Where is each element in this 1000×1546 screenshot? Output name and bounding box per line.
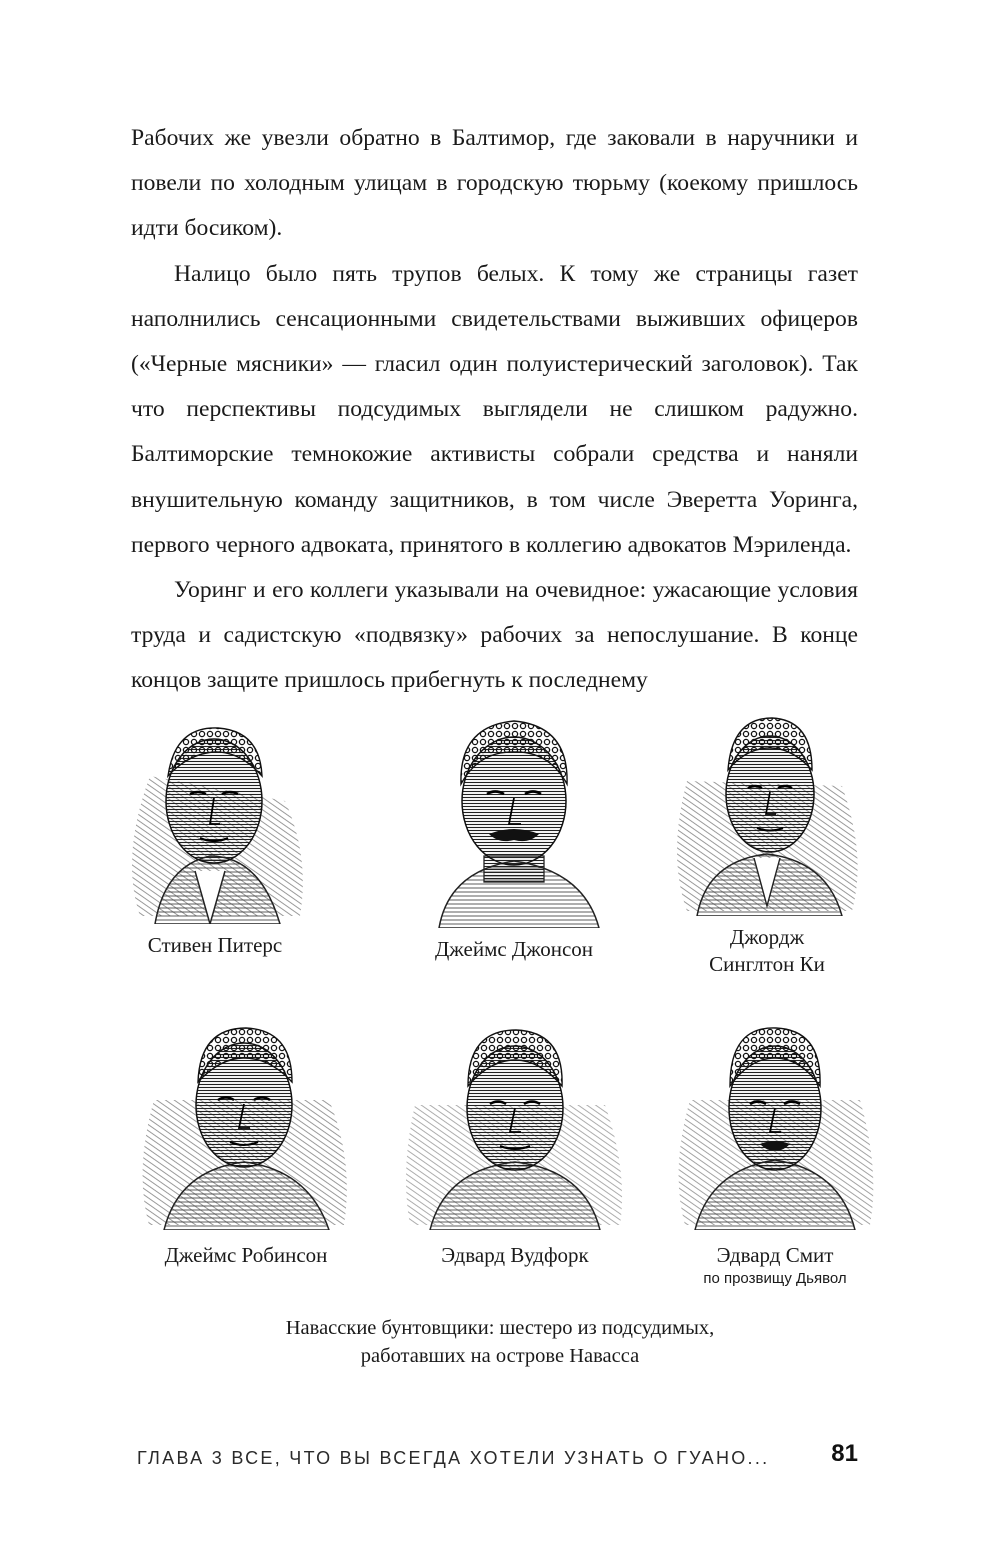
figure-caption-line-2: работавших на острове Навасса xyxy=(360,1345,640,1367)
page-number: 81 xyxy=(831,1440,858,1467)
portrait-caption: Стивен Питерс xyxy=(147,933,283,957)
engraving-portrait-image xyxy=(662,706,872,916)
portrait-caption: Джеймс Робинсон xyxy=(164,1243,328,1267)
engraving-portrait-image xyxy=(670,1020,880,1230)
portrait-james-johnson xyxy=(399,706,629,963)
portrait-edward-woodfork xyxy=(400,1020,630,1269)
engraving-portrait-image xyxy=(110,706,320,924)
page-footer xyxy=(137,1438,858,1478)
engraving-portrait-image xyxy=(400,1020,630,1230)
figure-caption-line-1: Навасские бунтовщики: шестеро из подсудимых, xyxy=(285,1317,715,1339)
portrait-james-robinson xyxy=(131,1020,361,1269)
figure-caption xyxy=(200,1314,800,1370)
engraving-portrait-image xyxy=(399,706,629,928)
portrait-caption: Джеймс Джонсон xyxy=(434,937,594,961)
portrait-stephen-peters xyxy=(100,706,330,959)
body-text xyxy=(131,116,858,704)
portrait-george-singleton-key xyxy=(652,706,882,978)
paragraph-3: Уоринг и его коллеги указывали на очевидное: ужасающие условия труда и садистскую «подвязку» рабочих за непослушание. В конце концов защите пришлось прибегнуть к последнему xyxy=(131,577,858,694)
paragraph-2: Налицо было пять трупов белых. К тому же страницы газет наполнились сенсационными свидетельствами выживших офицеров («Черные мясники» — гласил один полуистерический заголовок). Так что перспективы подсудимых выглядели не слишком радужно. Балтиморские темнокожие активисты собрали средства и наняли внушительную команду защитников, в том числе Эверетта Уоринга, первого черного адвоката, принятого в коллегию адвокатов Мэриленда. xyxy=(131,260,858,558)
portrait-caption: Джордж Синглтон Ки xyxy=(709,925,825,976)
engraving-portrait-image xyxy=(134,1020,359,1230)
running-head: ГЛАВА 3 ВСЕ, ЧТО ВЫ ВСЕГДА ХОТЕЛИ УЗНАТЬ О ГУАНО... xyxy=(137,1448,770,1468)
portrait-caption: Эдвард Смит xyxy=(716,1243,834,1267)
portrait-edward-smith xyxy=(660,1020,890,1289)
portrait-subcaption: по прозвищу Дьявол xyxy=(703,1270,847,1287)
paragraph-1: Рабочих же увезли обратно в Балтимор, где заковали в наручники и повели по холодным улицам в городскую тюрьму (коекому пришлось идти босиком). xyxy=(131,125,858,242)
portrait-caption: Эдвард Вудфорк xyxy=(441,1243,589,1267)
